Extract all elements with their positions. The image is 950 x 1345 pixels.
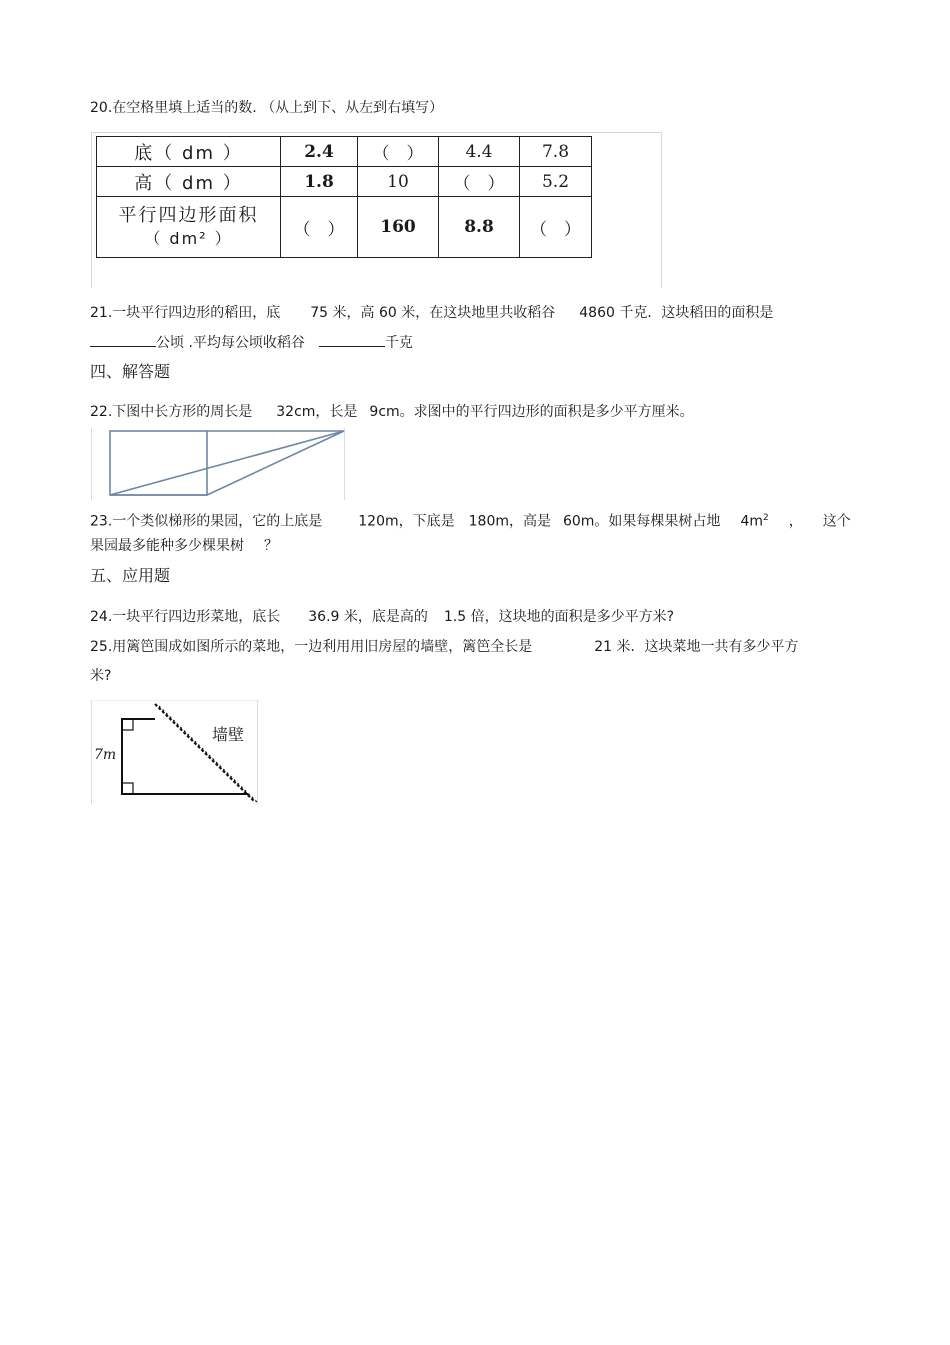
q21-unit-a: 公顷 .平均每公顷收稻谷 bbox=[156, 335, 305, 351]
q25-line2: 米? bbox=[90, 668, 112, 684]
q23-prefix: 23.一个类似梯形的果园，它的上底是 bbox=[90, 513, 323, 530]
q20-table-figure bbox=[91, 132, 662, 288]
q23-comma: ， bbox=[788, 513, 803, 530]
table-cell: 5.2 bbox=[520, 167, 592, 197]
q23-tail: 这个 bbox=[822, 513, 851, 530]
q23-value-a: 120m，下底是 bbox=[358, 513, 455, 530]
table-cell: （ ） bbox=[439, 167, 520, 197]
row-label-base: 底（ dm ） bbox=[97, 137, 281, 167]
q21-line2 bbox=[90, 333, 413, 353]
table-cell: 2.4 bbox=[281, 137, 358, 167]
q25-line1 bbox=[90, 637, 799, 657]
row-label-area-line2: （ dm² ） bbox=[144, 229, 233, 248]
q25-value: 21 米．这块菜地一共有多少平方 bbox=[594, 639, 799, 655]
q22-text bbox=[90, 402, 694, 422]
row-label-height: 高（ dm ） bbox=[97, 167, 281, 197]
section-heading-4: 四、解答题 bbox=[90, 362, 171, 381]
table-cell: 4.4 bbox=[439, 137, 520, 167]
table-cell: （ ） bbox=[520, 197, 592, 258]
q25-wall-label: 墙壁 bbox=[212, 725, 245, 744]
table-row bbox=[97, 137, 592, 167]
q24-value-b: 1.5 倍，这块地的面积是多少平方米? bbox=[443, 609, 675, 625]
q23-question-mark: ？ bbox=[264, 538, 278, 554]
table-cell: 160 bbox=[358, 197, 439, 258]
q23-value-b: 180m，高是 bbox=[468, 513, 551, 530]
q25-prefix: 25.用篱笆围成如图所示的菜地，一边利用用旧房屋的墙壁，篱笆全长是 bbox=[90, 639, 533, 655]
answer-blank[interactable] bbox=[90, 334, 156, 347]
table-row bbox=[97, 167, 592, 197]
table-row bbox=[97, 197, 592, 258]
table-cell: 1.8 bbox=[281, 167, 358, 197]
row-label-area bbox=[97, 197, 281, 258]
q21-unit-b: 千克 bbox=[384, 335, 413, 351]
q24-text bbox=[90, 607, 674, 627]
row-label-area-line1: 平行四边形面积 bbox=[118, 205, 259, 226]
q23-line1 bbox=[90, 508, 851, 532]
q23-value-c: 60m。如果每棵果树占地 bbox=[562, 513, 721, 530]
table-cell: （ ） bbox=[281, 197, 358, 258]
q24-value-a: 36.9 米，底是高的 bbox=[308, 609, 428, 625]
table-cell: 8.8 bbox=[439, 197, 520, 258]
q23-value-d: 4m bbox=[740, 513, 763, 530]
q24-prefix: 24.一块平行四边形菜地，底长 bbox=[90, 609, 281, 625]
q23-question: 果园最多能种多少棵果树 bbox=[90, 538, 244, 554]
q21-line1 bbox=[90, 303, 773, 323]
q21-values-b: 4860 千克．这块稻田的面积是 bbox=[579, 305, 774, 321]
q20-text: 20.在空格里填上适当的数. （从上到下、从左到右填写） bbox=[90, 100, 444, 116]
q22-prefix: 22.下图中长方形的周长是 bbox=[90, 404, 253, 420]
q22-values-a: 32cm，长是 bbox=[276, 404, 358, 420]
q25-side-label: 7m bbox=[94, 747, 117, 763]
table-cell: 7.8 bbox=[520, 137, 592, 167]
q21-prefix: 21.一块平行四边形的稻田，底 bbox=[90, 305, 281, 321]
q23-line2 bbox=[90, 536, 278, 556]
table-cell: （ ） bbox=[358, 137, 439, 167]
table-cell: 10 bbox=[358, 167, 439, 197]
q21-values-a: 75 米，高 60 米，在这块地里共收稻谷 bbox=[310, 305, 556, 321]
q22-values-b: 9cm。求图中的平行四边形的面积是多少平方厘米。 bbox=[369, 404, 694, 420]
q22-figure-rect-parallelogram bbox=[91, 428, 346, 500]
section-heading-5: 五、应用题 bbox=[90, 566, 171, 585]
answer-blank[interactable] bbox=[319, 334, 385, 347]
q25-figure-trapezoid bbox=[91, 700, 259, 804]
q20-table bbox=[96, 136, 592, 258]
q23-superscript: 2 bbox=[762, 513, 769, 523]
